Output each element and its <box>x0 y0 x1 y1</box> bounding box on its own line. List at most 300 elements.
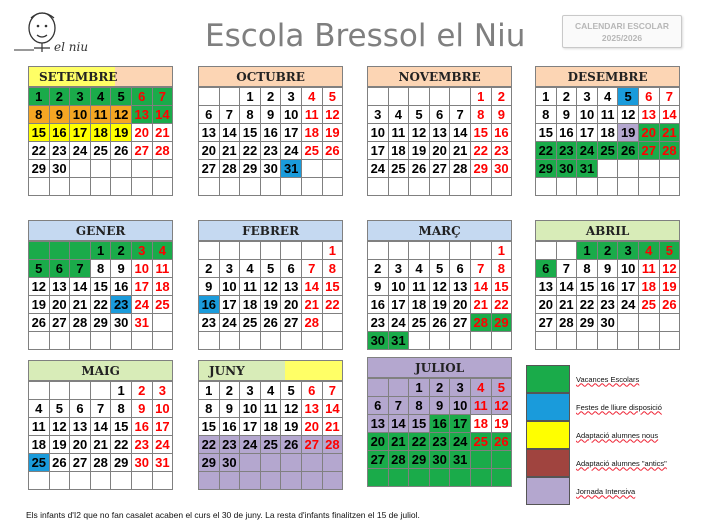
month-grid <box>28 241 173 350</box>
day-cell: 19 <box>660 278 681 296</box>
month-10 <box>198 360 343 490</box>
day-cell <box>618 314 639 332</box>
day-cell: 5 <box>409 106 430 124</box>
day-cell: 17 <box>450 415 471 433</box>
day-cell: 28 <box>660 142 681 160</box>
day-cell <box>50 178 71 196</box>
day-cell: 1 <box>91 242 112 260</box>
day-cell: 30 <box>220 454 241 472</box>
day-cell: 23 <box>220 436 241 454</box>
day-cell <box>409 332 430 350</box>
day-cell <box>153 332 174 350</box>
day-cell: 30 <box>492 160 513 178</box>
month-header <box>28 66 173 87</box>
day-cell: 1 <box>492 242 513 260</box>
day-cell <box>389 379 410 397</box>
month-header <box>535 220 680 241</box>
day-cell <box>240 454 261 472</box>
day-cell <box>618 178 639 196</box>
day-cell: 21 <box>450 142 471 160</box>
day-cell <box>29 382 50 400</box>
legend-label: Vacances Escolars <box>576 374 640 384</box>
day-cell: 23 <box>111 296 132 314</box>
day-cell: 27 <box>302 436 323 454</box>
day-cell: 19 <box>281 418 302 436</box>
day-cell: 27 <box>536 314 557 332</box>
day-cell: 28 <box>70 314 91 332</box>
day-cell <box>368 242 389 260</box>
day-cell <box>153 178 174 196</box>
day-cell: 31 <box>450 451 471 469</box>
day-cell: 27 <box>199 160 220 178</box>
day-cell <box>91 178 112 196</box>
day-cell: 10 <box>618 260 639 278</box>
day-cell: 31 <box>389 332 410 350</box>
day-cell: 29 <box>577 314 598 332</box>
day-cell: 18 <box>240 296 261 314</box>
day-cell <box>281 454 302 472</box>
day-cell: 3 <box>450 379 471 397</box>
day-cell: 13 <box>50 278 71 296</box>
day-cell: 15 <box>199 418 220 436</box>
day-cell: 3 <box>577 88 598 106</box>
day-cell <box>281 472 302 490</box>
day-cell <box>50 472 71 490</box>
legend-item <box>526 477 702 505</box>
day-cell: 30 <box>430 451 451 469</box>
day-cell: 29 <box>91 314 112 332</box>
day-cell: 14 <box>153 106 174 124</box>
day-cell: 6 <box>430 106 451 124</box>
day-cell: 3 <box>132 242 153 260</box>
day-cell: 27 <box>368 451 389 469</box>
day-cell: 22 <box>199 436 220 454</box>
day-cell: 10 <box>389 278 410 296</box>
day-cell: 24 <box>281 142 302 160</box>
day-cell: 19 <box>323 124 344 142</box>
day-cell <box>450 242 471 260</box>
legend <box>526 365 702 505</box>
day-cell <box>220 178 241 196</box>
day-cell: 23 <box>132 436 153 454</box>
day-cell: 26 <box>281 436 302 454</box>
day-cell: 9 <box>598 260 619 278</box>
day-cell <box>660 314 681 332</box>
day-cell <box>536 332 557 350</box>
month-grid <box>28 87 173 196</box>
month-grid <box>535 241 680 350</box>
day-cell: 10 <box>220 278 241 296</box>
day-cell: 30 <box>111 314 132 332</box>
day-cell <box>368 178 389 196</box>
day-cell: 11 <box>29 418 50 436</box>
day-cell: 10 <box>450 397 471 415</box>
day-cell: 14 <box>450 124 471 142</box>
day-cell: 8 <box>536 106 557 124</box>
day-cell: 22 <box>111 436 132 454</box>
day-cell <box>132 472 153 490</box>
day-cell: 20 <box>302 418 323 436</box>
day-cell <box>639 178 660 196</box>
day-cell: 17 <box>368 142 389 160</box>
day-cell: 16 <box>220 418 241 436</box>
day-cell <box>240 242 261 260</box>
day-cell: 5 <box>618 88 639 106</box>
day-cell: 20 <box>70 436 91 454</box>
day-cell: 28 <box>220 160 241 178</box>
day-cell <box>618 160 639 178</box>
day-cell: 9 <box>557 106 578 124</box>
day-cell: 7 <box>153 88 174 106</box>
day-cell: 21 <box>323 418 344 436</box>
day-cell <box>471 451 492 469</box>
day-cell <box>450 88 471 106</box>
day-cell: 27 <box>639 142 660 160</box>
day-cell <box>199 178 220 196</box>
day-cell: 5 <box>281 382 302 400</box>
day-cell <box>91 160 112 178</box>
day-cell <box>409 242 430 260</box>
day-cell: 22 <box>29 142 50 160</box>
day-cell: 14 <box>660 106 681 124</box>
day-cell: 4 <box>471 379 492 397</box>
day-cell <box>430 178 451 196</box>
day-cell: 26 <box>50 454 71 472</box>
day-cell: 6 <box>450 260 471 278</box>
day-cell: 7 <box>471 260 492 278</box>
day-cell: 26 <box>409 160 430 178</box>
day-cell: 7 <box>660 88 681 106</box>
legend-swatch <box>526 393 570 421</box>
day-cell: 25 <box>409 314 430 332</box>
footnote: Els infants d'I2 que no fan casalet acaben el curs el 30 de juny. La resta d'infants finalitzen el 15 de juliol. <box>26 510 420 520</box>
day-cell <box>471 178 492 196</box>
day-cell <box>240 178 261 196</box>
day-cell <box>323 454 344 472</box>
month-9 <box>28 360 173 490</box>
day-cell <box>389 88 410 106</box>
day-cell: 17 <box>577 124 598 142</box>
day-cell <box>70 178 91 196</box>
day-cell: 20 <box>639 124 660 142</box>
day-cell <box>557 332 578 350</box>
day-cell: 14 <box>389 415 410 433</box>
day-cell: 23 <box>492 142 513 160</box>
day-cell <box>302 178 323 196</box>
month-grid <box>367 241 512 350</box>
day-cell <box>261 454 282 472</box>
day-cell: 31 <box>132 314 153 332</box>
month-header <box>198 66 343 87</box>
day-cell: 6 <box>536 260 557 278</box>
day-cell: 4 <box>153 242 174 260</box>
day-cell <box>220 472 241 490</box>
day-cell: 19 <box>618 124 639 142</box>
day-cell <box>111 160 132 178</box>
day-cell: 10 <box>368 124 389 142</box>
day-cell: 8 <box>199 400 220 418</box>
day-cell: 18 <box>153 278 174 296</box>
day-cell <box>450 178 471 196</box>
day-cell <box>492 332 513 350</box>
day-cell <box>430 332 451 350</box>
day-cell: 11 <box>240 278 261 296</box>
day-cell: 1 <box>111 382 132 400</box>
day-cell: 15 <box>471 124 492 142</box>
day-cell: 18 <box>261 418 282 436</box>
day-cell: 26 <box>323 142 344 160</box>
month-header <box>198 220 343 241</box>
day-cell <box>132 178 153 196</box>
day-cell: 15 <box>577 278 598 296</box>
day-cell <box>471 242 492 260</box>
day-cell: 15 <box>536 124 557 142</box>
day-cell: 22 <box>91 296 112 314</box>
day-cell: 8 <box>240 106 261 124</box>
day-cell: 19 <box>430 296 451 314</box>
legend-swatch <box>526 477 570 505</box>
day-cell <box>199 332 220 350</box>
day-cell: 19 <box>492 415 513 433</box>
day-cell <box>598 160 619 178</box>
day-cell <box>50 242 71 260</box>
day-cell: 16 <box>430 415 451 433</box>
day-cell: 12 <box>323 106 344 124</box>
day-cell: 4 <box>91 88 112 106</box>
day-cell: 29 <box>29 160 50 178</box>
day-cell: 3 <box>70 88 91 106</box>
month-header <box>367 357 512 378</box>
day-cell: 22 <box>492 296 513 314</box>
day-cell: 24 <box>450 433 471 451</box>
day-cell: 26 <box>430 314 451 332</box>
day-cell <box>660 332 681 350</box>
month-8 <box>535 220 680 350</box>
day-cell: 27 <box>50 314 71 332</box>
month-name: JUNY <box>209 364 245 378</box>
day-cell: 8 <box>111 400 132 418</box>
day-cell: 23 <box>598 296 619 314</box>
day-cell: 30 <box>598 314 619 332</box>
day-cell: 1 <box>471 88 492 106</box>
day-cell: 24 <box>153 436 174 454</box>
day-cell: 28 <box>153 142 174 160</box>
day-cell: 14 <box>91 418 112 436</box>
month-grid <box>367 87 512 196</box>
day-cell: 17 <box>281 124 302 142</box>
day-cell: 27 <box>132 142 153 160</box>
day-cell: 15 <box>492 278 513 296</box>
day-cell: 24 <box>132 296 153 314</box>
day-cell: 8 <box>409 397 430 415</box>
day-cell: 24 <box>577 142 598 160</box>
day-cell: 21 <box>153 124 174 142</box>
day-cell <box>598 332 619 350</box>
day-cell <box>639 332 660 350</box>
month-name: ABRIL <box>585 224 630 238</box>
day-cell: 5 <box>660 242 681 260</box>
day-cell: 8 <box>492 260 513 278</box>
day-cell: 2 <box>430 379 451 397</box>
day-cell: 9 <box>220 400 241 418</box>
month-5 <box>28 220 173 350</box>
month-7 <box>367 220 512 350</box>
day-cell: 11 <box>598 106 619 124</box>
day-cell: 14 <box>220 124 241 142</box>
day-cell: 13 <box>368 415 389 433</box>
month-name: MAIG <box>81 364 120 378</box>
day-cell: 21 <box>220 142 241 160</box>
day-cell: 3 <box>281 88 302 106</box>
day-cell: 27 <box>281 314 302 332</box>
day-cell <box>70 382 91 400</box>
day-cell: 11 <box>261 400 282 418</box>
day-cell: 3 <box>368 106 389 124</box>
day-cell: 18 <box>471 415 492 433</box>
legend-swatch <box>526 421 570 449</box>
day-cell: 11 <box>471 397 492 415</box>
day-cell <box>240 332 261 350</box>
legend-swatch <box>526 365 570 393</box>
day-cell: 18 <box>409 296 430 314</box>
day-cell: 9 <box>261 106 282 124</box>
day-cell: 10 <box>153 400 174 418</box>
day-cell: 9 <box>50 106 71 124</box>
day-cell: 16 <box>261 124 282 142</box>
day-cell: 6 <box>70 400 91 418</box>
month-header <box>28 220 173 241</box>
day-cell <box>132 160 153 178</box>
day-cell: 21 <box>660 124 681 142</box>
day-cell: 2 <box>220 382 241 400</box>
day-cell: 20 <box>50 296 71 314</box>
month-3 <box>367 66 512 196</box>
month-grid <box>198 87 343 196</box>
day-cell: 17 <box>132 278 153 296</box>
day-cell <box>302 160 323 178</box>
day-cell: 5 <box>111 88 132 106</box>
day-cell: 6 <box>50 260 71 278</box>
day-cell: 10 <box>281 106 302 124</box>
day-cell: 25 <box>153 296 174 314</box>
day-cell: 3 <box>240 382 261 400</box>
day-cell: 21 <box>302 296 323 314</box>
day-cell: 26 <box>660 296 681 314</box>
day-cell <box>389 242 410 260</box>
day-cell <box>409 469 430 487</box>
day-cell <box>281 242 302 260</box>
day-cell: 16 <box>132 418 153 436</box>
day-cell <box>70 472 91 490</box>
day-cell: 30 <box>368 332 389 350</box>
month-grid <box>367 378 512 487</box>
legend-label: Jornada Intensiva <box>576 486 636 496</box>
day-cell <box>111 332 132 350</box>
day-cell: 10 <box>240 400 261 418</box>
day-cell: 28 <box>557 314 578 332</box>
day-cell: 25 <box>261 436 282 454</box>
day-cell <box>323 314 344 332</box>
day-cell <box>111 178 132 196</box>
day-cell: 2 <box>199 260 220 278</box>
day-cell <box>70 332 91 350</box>
day-cell: 3 <box>153 382 174 400</box>
day-cell: 1 <box>323 242 344 260</box>
day-cell: 16 <box>368 296 389 314</box>
month-grid <box>198 381 343 490</box>
day-cell: 7 <box>557 260 578 278</box>
day-cell <box>389 178 410 196</box>
day-cell: 7 <box>91 400 112 418</box>
day-cell: 1 <box>536 88 557 106</box>
day-cell: 4 <box>389 106 410 124</box>
legend-item <box>526 449 702 477</box>
month-grid <box>28 381 173 490</box>
day-cell: 4 <box>639 242 660 260</box>
day-cell <box>409 88 430 106</box>
month-name: NOVEMBRE <box>398 70 481 84</box>
month-header <box>535 66 680 87</box>
day-cell: 2 <box>598 242 619 260</box>
day-cell: 22 <box>323 296 344 314</box>
day-cell: 7 <box>389 397 410 415</box>
day-cell: 17 <box>618 278 639 296</box>
day-cell <box>660 178 681 196</box>
day-cell: 13 <box>281 278 302 296</box>
month-grid <box>198 241 343 350</box>
month-name: FEBRER <box>242 224 300 238</box>
month-name: MARÇ <box>418 224 461 238</box>
day-cell <box>240 472 261 490</box>
day-cell <box>536 178 557 196</box>
legend-item <box>526 393 702 421</box>
day-cell: 8 <box>577 260 598 278</box>
day-cell: 25 <box>471 433 492 451</box>
day-cell <box>220 88 241 106</box>
day-cell <box>492 451 513 469</box>
day-cell: 9 <box>199 278 220 296</box>
day-cell: 6 <box>302 382 323 400</box>
day-cell: 9 <box>111 260 132 278</box>
day-cell: 23 <box>50 142 71 160</box>
legend-label: Adaptació alumnes "antics" <box>576 458 667 468</box>
day-cell: 1 <box>409 379 430 397</box>
day-cell: 2 <box>557 88 578 106</box>
day-cell: 30 <box>557 160 578 178</box>
day-cell <box>153 314 174 332</box>
month-11 <box>367 357 512 487</box>
day-cell: 12 <box>111 106 132 124</box>
day-cell: 19 <box>50 436 71 454</box>
day-cell: 9 <box>492 106 513 124</box>
day-cell: 18 <box>639 278 660 296</box>
day-cell: 11 <box>639 260 660 278</box>
day-cell: 20 <box>132 124 153 142</box>
day-cell: 24 <box>70 142 91 160</box>
day-cell: 22 <box>240 142 261 160</box>
day-cell: 22 <box>409 433 430 451</box>
day-cell: 26 <box>111 142 132 160</box>
day-cell: 13 <box>302 400 323 418</box>
day-cell <box>389 469 410 487</box>
day-cell: 13 <box>199 124 220 142</box>
day-cell: 23 <box>557 142 578 160</box>
day-cell: 20 <box>368 433 389 451</box>
logo-text: el niu <box>54 40 89 54</box>
day-cell: 22 <box>536 142 557 160</box>
day-cell: 4 <box>302 88 323 106</box>
day-cell: 8 <box>323 260 344 278</box>
